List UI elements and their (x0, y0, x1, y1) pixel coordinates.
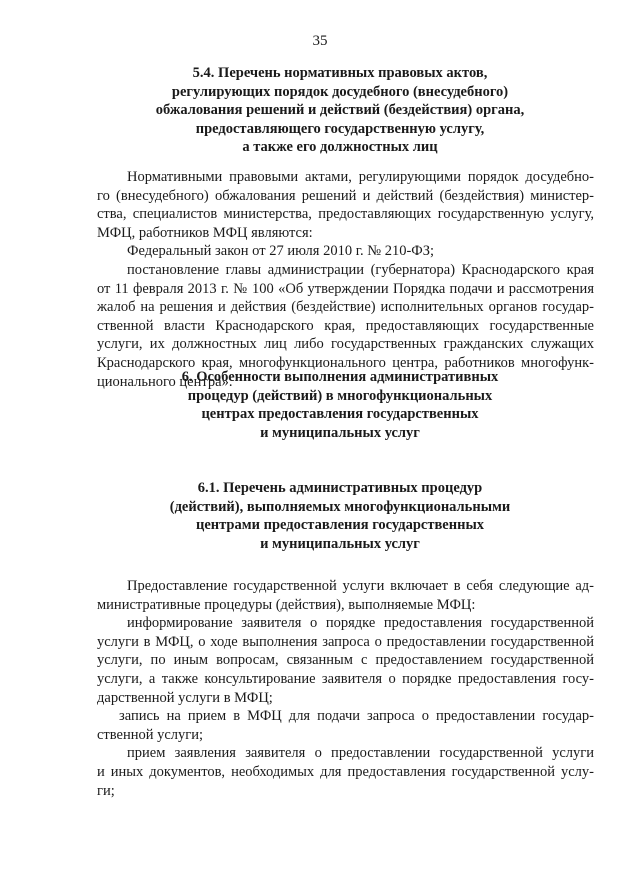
section-5-4-body (97, 168, 594, 391)
heading-line: обжалования решений и действий (бездействия) органа, (155, 102, 525, 118)
paragraph-federal-law (97, 242, 594, 261)
heading-line: 5.4. Перечень нормативных правовых актов, (192, 65, 488, 81)
section-5-4-heading (90, 64, 590, 157)
heading-line: центрах предоставления государственных (201, 406, 479, 422)
heading-line: (действий), выполняемых многофункциональными (169, 498, 511, 515)
text-line: ционального центра». (97, 373, 233, 390)
text-line: Краснодарского края, многофункционального центра, работников многофунк- (97, 354, 594, 371)
section-6-1-heading (90, 479, 590, 553)
heading-line: процедур (действий) в многофункциональных (187, 387, 493, 404)
heading-line: регулирующих порядок досудебного (внесудебного) (171, 83, 509, 100)
text-line: министративные процедуры (действия), выполняемые МФЦ: (97, 596, 476, 613)
text-line: услуги, а также консультирование заявителя о порядке предоставления госу- (97, 670, 594, 687)
heading-line: 6. Особенности выполнения административных (181, 369, 499, 385)
paragraph-intro (97, 168, 594, 242)
text-line: информирование заявителя о порядке предоставления государственной (127, 615, 594, 632)
text-line: Федеральный закон от 27 июля 2010 г. № 210-ФЗ; (127, 243, 435, 260)
text-line: услуги, по иным вопросам, связанным с предоставлением государственной (97, 652, 594, 669)
text-line: го (внесудебного) обжалования решений и действий (бездействия) министер- (97, 187, 594, 204)
text-line: ственной услуги; (97, 726, 204, 743)
text-line: и иных документов, необходимых для предоставления государственной услу- (97, 763, 594, 780)
text-line: услуги, их должностных лиц либо государственных гражданских служащих (97, 336, 594, 353)
paragraph-procedures-intro (97, 577, 594, 614)
heading-line: предоставляющего государственную услугу, (195, 120, 485, 137)
text-line: ства, специалистов министерства, предоставляющих государственную услугу, (97, 206, 594, 223)
paragraph-application (97, 744, 594, 800)
text-line: Нормативными правовыми актами, регулирующими порядок досудебно- (127, 169, 594, 185)
section-6-heading (90, 368, 590, 442)
text-line: ги; (97, 782, 115, 799)
text-line: МФЦ, работников МФЦ являются: (97, 224, 313, 241)
heading-line: и муниципальных услуг (260, 424, 420, 441)
heading-line: центрами предоставления государственных (195, 517, 485, 533)
text-line: услуги в МФЦ, о ходе выполнения запроса о предоставлении государственной (97, 633, 594, 650)
text-line: от 11 февраля 2013 г. № 100 «Об утверждении Порядка подачи и рассмотрения (97, 280, 594, 297)
text-line: ственной власти Краснодарского края, предоставляющих государственные (97, 317, 594, 334)
section-6-1-body (97, 577, 594, 800)
paragraph-informing (97, 614, 594, 707)
heading-line: и муниципальных услуг (260, 535, 420, 552)
paragraph-appointment (97, 707, 594, 744)
heading-line: 6.1. Перечень административных процедур (197, 480, 483, 496)
text-line: жалоб на решения и действия (бездействие) исполнительных органов государ- (97, 299, 594, 316)
text-line: Предоставление государственной услуги включает в себя следующие ад- (127, 578, 594, 594)
page-number: 35 (312, 33, 328, 49)
text-line: запись на прием в МФЦ для подачи запроса о предоставлении государ- (119, 708, 594, 725)
text-line: дарственной услуги в МФЦ; (97, 689, 273, 706)
text-line: прием заявления заявителя о предоставлении государственной услуги (127, 745, 594, 762)
text-line: постановление главы администрации (губернатора) Краснодарского края (127, 261, 594, 278)
heading-line: а также его должностных лиц (242, 139, 438, 155)
